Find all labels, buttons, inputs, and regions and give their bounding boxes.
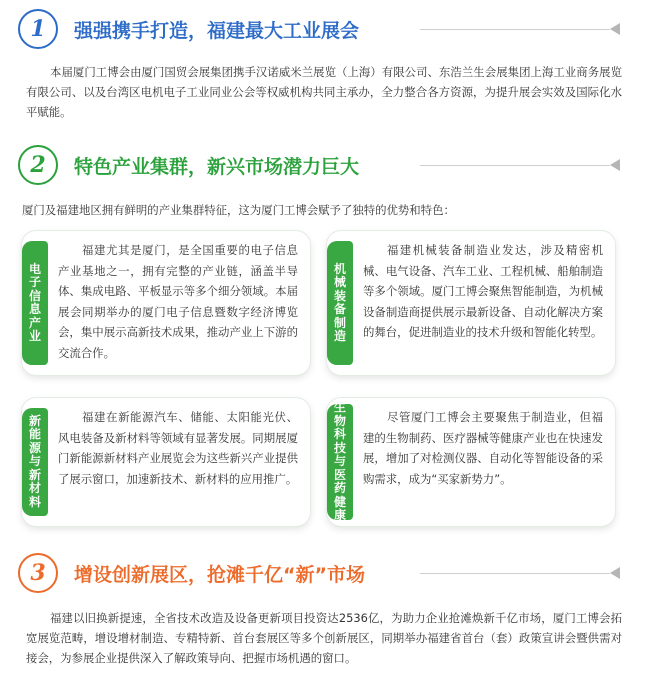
section-1-header xyxy=(0,4,646,54)
card-tab-biotech: 生 物 科 技 与 医 药 健 康 xyxy=(327,404,353,520)
industry-card-electronics xyxy=(22,231,310,375)
section-1-body: 本届厦门工博会由厦门国贸会展集团携手汉诺威米兰展览（上海）有限公司、东浩兰生会展集团上海工业商务展览有限公司、以及台湾区电机电子工业同业公会等权威机构共同主承办，全力整合各方资源，为提升展会实效及国际化水平赋能。 xyxy=(26,65,622,119)
arrow-left-icon xyxy=(610,23,620,35)
section-2-header xyxy=(0,140,646,190)
industry-card-new-energy xyxy=(22,398,310,526)
divider-line xyxy=(420,573,610,574)
section-1-title: 强强携手打造，福建最大工业展会 xyxy=(74,20,360,42)
arrow-left-icon xyxy=(610,159,620,171)
card-tab-new-energy: 新 能 源 与 新 材 料 xyxy=(22,408,48,516)
section-2-number-badge: 2 xyxy=(18,145,58,185)
section-2-intro: 厦门及福建地区拥有鲜明的产业集群特征，这为厦门工博会赋予了独特的优势和特色： xyxy=(22,203,455,217)
industry-card-machinery xyxy=(327,231,615,375)
card-text: 尽管厦门工博会主要聚焦于制造业，但福建的生物制药、医疗器械等健康产业也在快速发展，增加了对检测仪器、自动化等智能设备的采购需求，成为“买家新势力”。 xyxy=(363,410,603,486)
section-1-number-badge: 1 xyxy=(18,9,58,49)
card-tab-machinery: 机 械 装 备 制 造 xyxy=(327,241,353,365)
section-2-title: 特色产业集群，新兴市场潜力巨大 xyxy=(74,156,360,178)
card-text: 福建机械装备制造业发达，涉及精密机械、电气设备、汽车工业、工程机械、船舶制造等多个领域。厦门工博会聚焦智能制造，为机械设备制造商提供展示最新设备、自动化解决方案的舞台，促进制造业的技术升级和智能化转型。 xyxy=(363,243,603,339)
section-3-body: 福建以旧换新提速，全省技术改造及设备更新项目投资达2536亿，为助力企业抢滩焕新千亿市场，厦门工博会拓宽展览范畴，增设增材制造、专精特新、首台套展区等多个创新展区，同期举办福建省首台（套）政策宣讲会暨供需对接会，为参展企业提供深入了解政策导向、把握市场机遇的窗口。 xyxy=(26,611,622,665)
section-3-number-badge: 3 xyxy=(18,553,58,593)
card-tab-electronics: 电 子 信 息 产 业 xyxy=(22,241,48,365)
card-text: 福建尤其是厦门，是全国重要的电子信息产业基地之一，拥有完整的产业链，涵盖半导体、集成电路、平板显示等多个细分领域。本届展会同期举办的厦门电子信息暨数字经济博览会，集中展示高新技术成果，推动产业上下游的交流合作。 xyxy=(58,243,298,360)
section-3-title: 增设创新展区，抢滩千亿“新”市场 xyxy=(74,564,365,586)
section-3-header xyxy=(0,548,646,598)
card-text: 福建在新能源汽车、储能、太阳能光伏、风电装备及新材料等领域有显著发展。同期展厦门新能源新材料产业展览会为这些新兴产业提供了展示窗口，加速新技术、新材料的应用推广。 xyxy=(58,410,298,486)
arrow-left-icon xyxy=(610,567,620,579)
divider-line xyxy=(420,165,610,166)
divider-line xyxy=(420,29,610,30)
industry-card-biotech xyxy=(327,398,615,526)
